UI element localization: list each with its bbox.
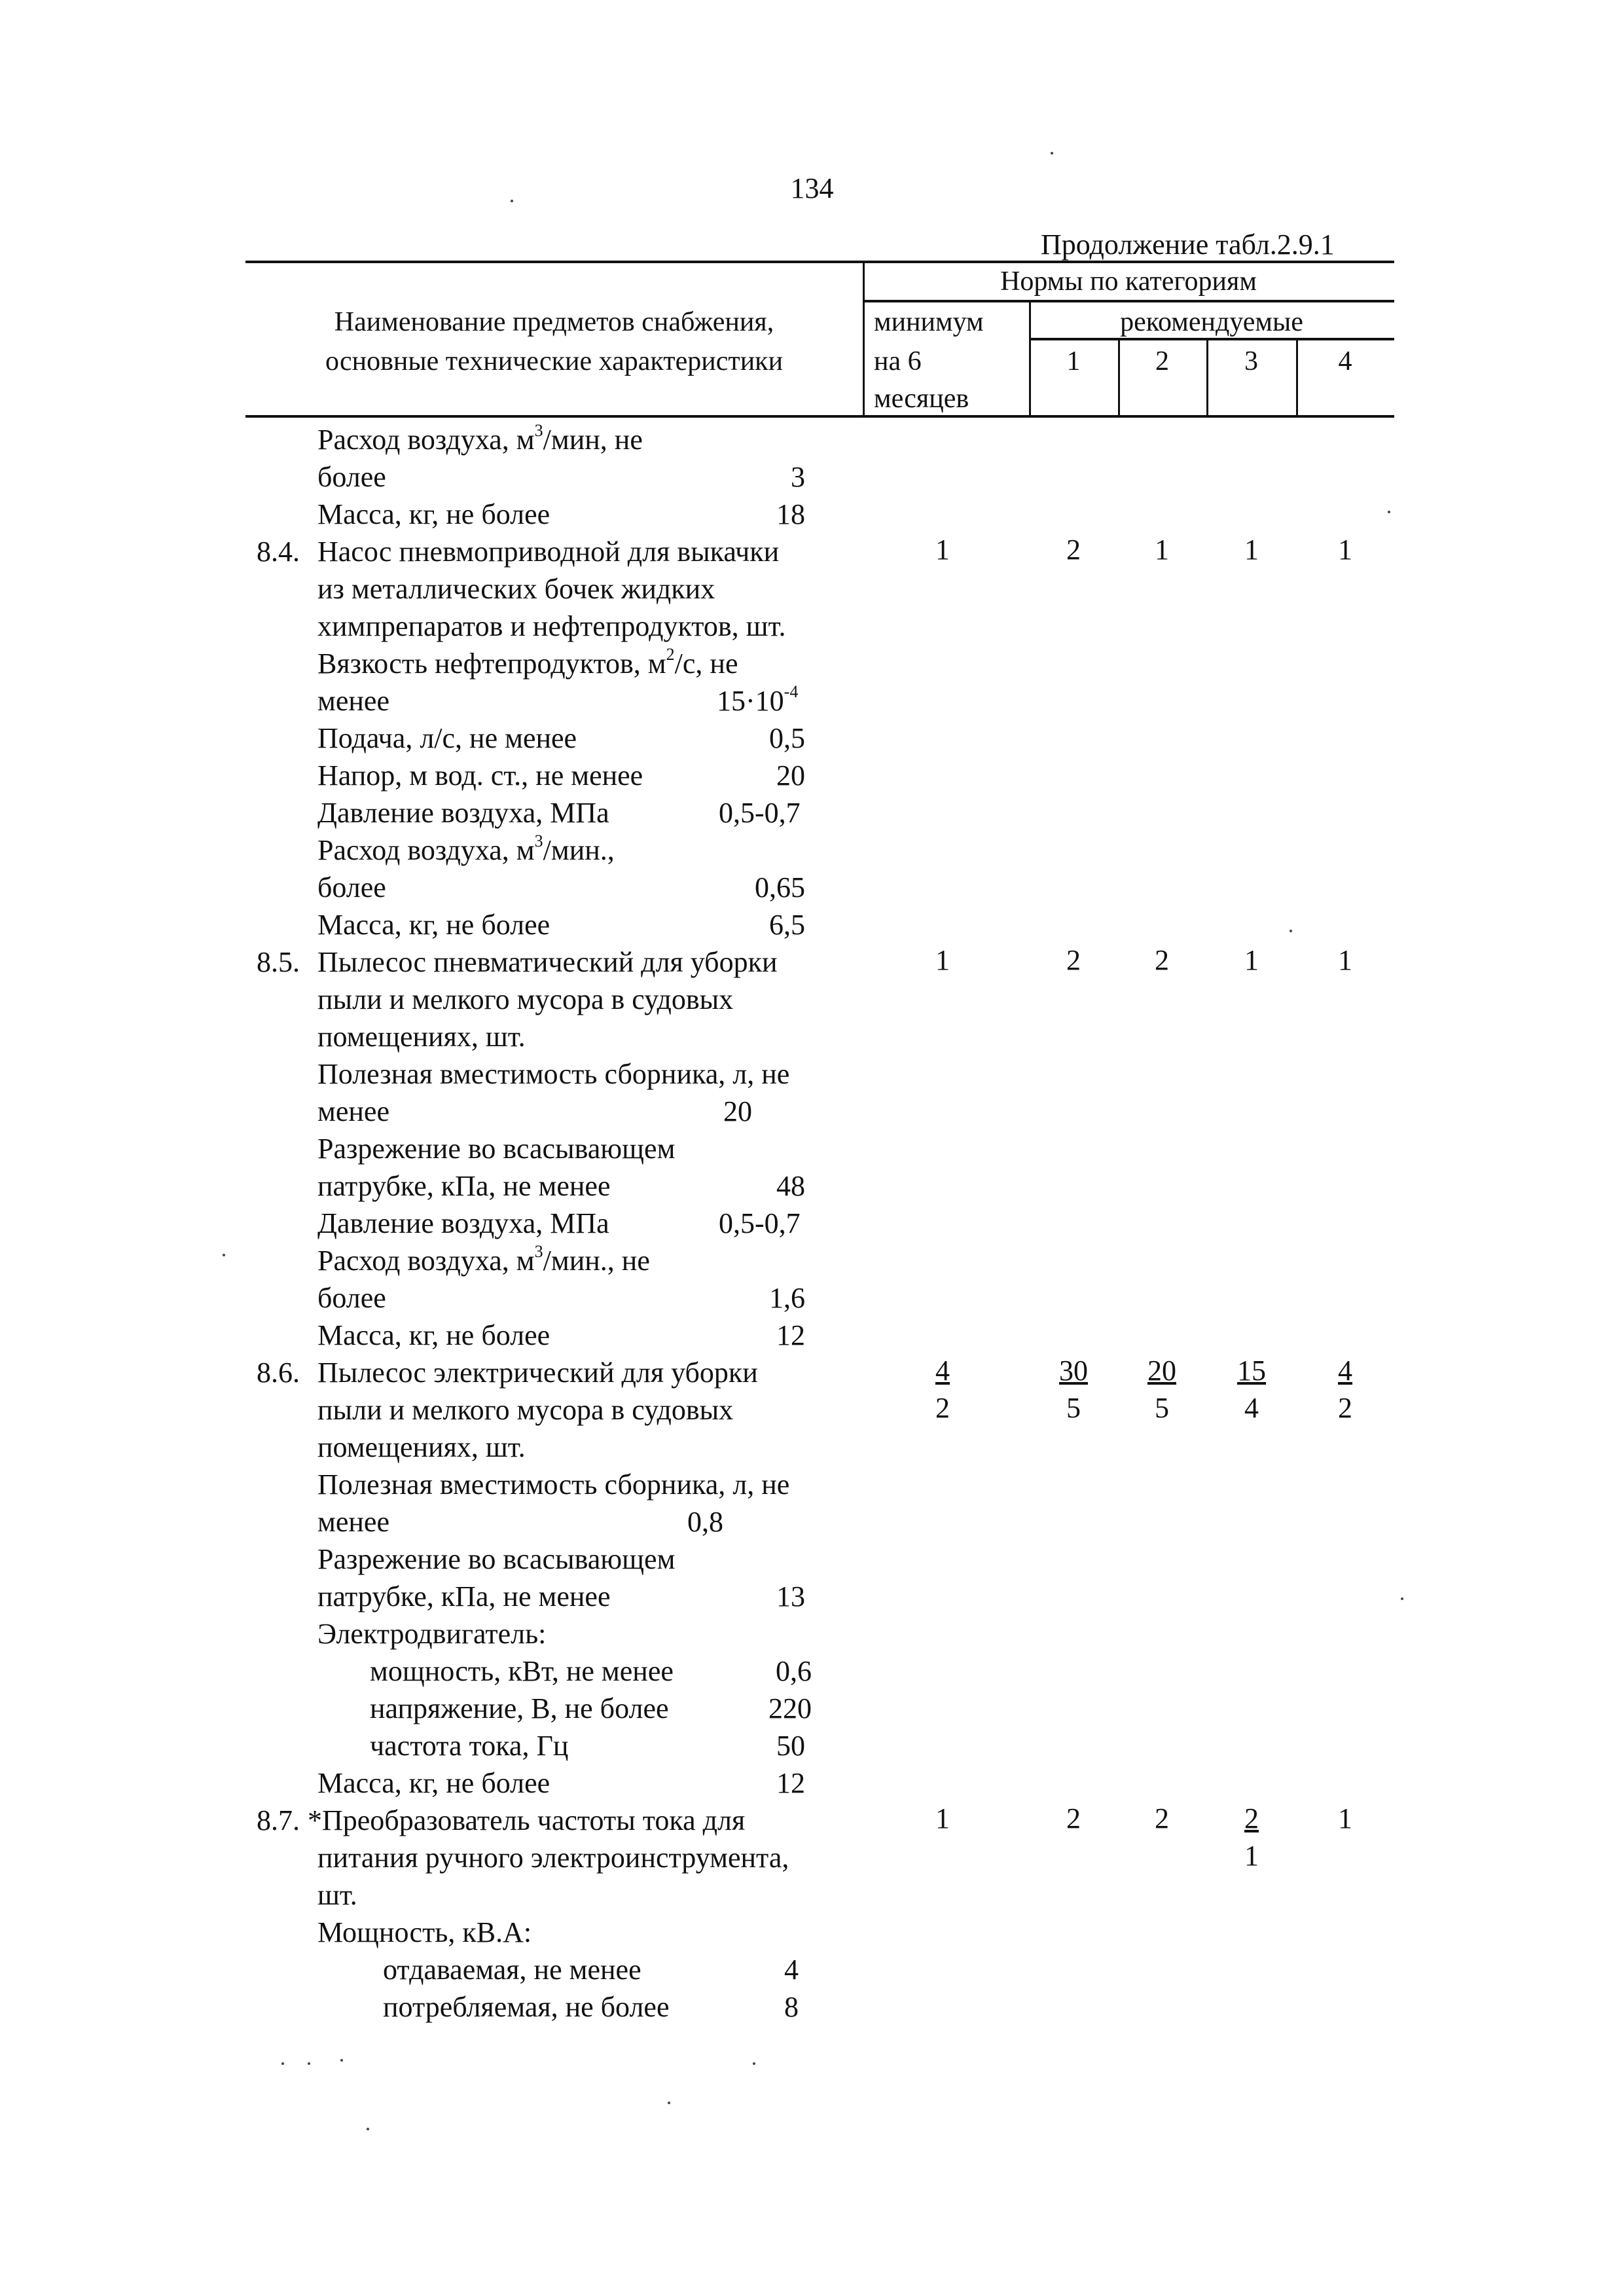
header-name-line1: Наименование предметов снабжения, [334,307,774,337]
item-8-4-cat3: 1 [1244,534,1259,566]
item-8-7-output-value: 4 [784,1954,799,1986]
item-8-5-capacity-value: 20 [723,1095,752,1127]
item-8-7-consumed-label: потребляемая, не более [383,1991,670,2023]
header-name-line2: основные технические характеристики [325,346,784,376]
item-8-4-cat1: 2 [1066,534,1081,566]
item-8-7-title-line1: *Преобразователь частоты тока для [308,1804,746,1836]
scan-speck [308,2062,310,2065]
item-8-4-air-flow-label: Расход воздуха, $м^3$/мин., [317,831,615,866]
scan-speck [1290,930,1292,932]
item-8-6-vacuum-value: 13 [776,1580,805,1613]
item-8-4-cat2: 1 [1155,534,1169,566]
item-8-4-feed-label: Подача, л/с, не менее [317,722,577,754]
header-recommended: рекомендуемые [1120,307,1303,337]
table-header-bottom-rule [245,415,1394,418]
item-8-4-feed-value: 0,5 [769,722,805,754]
item-8-5-capacity-label: Полезная вместимость сборника, л, не [317,1058,790,1090]
page-number: 134 [790,172,834,204]
item-8-5-air-flow-value: 1,6 [769,1282,805,1314]
norms-rule [863,300,1394,302]
item-8-6-mass-label: Масса, кг, не более [317,1767,550,1799]
item-8-6-capacity-label: Полезная вместимость сборника, л, не [317,1468,790,1501]
item-8-5-title-line3: помещениях, шт. [317,1021,526,1053]
item-8-4-viscosity-value: $15\cdot 10^{-4}$ [717,682,799,717]
item-8-4-more-label: более [317,871,386,903]
item-8-7-power-label: Мощность, кВ.А: [317,1916,532,1948]
item-8-4-head-value: 20 [776,759,805,792]
top-mass-label: Масса, кг, не более [317,498,550,530]
item-8-4-air-pressure-label: Давление воздуха, МПа [317,797,609,829]
item-8-4-viscosity-label: Вязкость нефтепродуктов, $м^2/с$, не [317,645,738,680]
item-8-5-mass-value: 12 [776,1319,805,1351]
item-8-4-title-line2: из металлических бочек жидких [317,573,715,605]
item-8-5-air-pressure-label: Давление воздуха, МПа [317,1207,609,1239]
item-8-5-less-label: менее [317,1095,389,1127]
scan-speck [753,2062,755,2065]
item-8-4-cat4: 1 [1338,534,1352,566]
item-8-4-less-label: менее [317,685,389,717]
header-category-3: 3 [1244,346,1258,376]
item-8-5-cat2: 2 [1155,944,1169,976]
item-8-6-cat2-top: 20 [1147,1355,1176,1387]
item-8-5-cat4: 1 [1338,944,1352,976]
item-8-6-motor-label: Электродвигатель: [317,1618,547,1650]
header-minimum-line1: минимум [874,307,984,337]
top-mass-value: 18 [776,498,805,530]
item-8-4-head-label: Напор, м вод. ст., не менее [317,759,643,792]
top-more-label: более [317,461,386,493]
item-8-6-less-label: менее [317,1506,389,1538]
item-8-6-voltage-value: 220 [768,1692,812,1724]
item-8-7-consumed-value: 8 [784,1991,799,2023]
item-8-6-cat4-bottom: 2 [1338,1392,1352,1424]
item-8-5-more-label: более [317,1282,386,1314]
item-8-4-mass-value: 6,5 [769,909,805,941]
item-8-4-title-line3: химпрепаратов и нефтепродуктов, шт. [317,610,786,642]
item-8-5-cat3: 1 [1244,944,1259,976]
item-8-7-cat4: 1 [1338,1802,1352,1834]
scan-speck [1401,1597,1403,1600]
scan-speck [1051,152,1053,155]
item-8-4-air-flow-value: 0,65 [755,871,805,903]
item-8-7-cat3-top: 2 [1244,1802,1259,1834]
item-8-6-cat1-bottom: 5 [1066,1392,1081,1424]
item-8-6-cat1-top: 30 [1059,1355,1088,1387]
item-8-6-voltage-label: напряжение, В, не более [370,1692,669,1724]
item-8-6-cat3-bottom: 4 [1244,1392,1259,1424]
item-8-7-cat3-bottom: 1 [1244,1840,1259,1872]
scan-speck [1388,511,1390,513]
item-8-6-cat3-top: 15 [1237,1355,1266,1387]
item-8-6-minimum-bottom: 2 [935,1392,950,1424]
item-8-6-power-label: мощность, кВт, не менее [370,1655,674,1687]
recommended-rule [1029,338,1394,340]
scan-speck [281,2062,284,2065]
item-8-5-vacuum-label-line2: патрубке, кПа, не менее [317,1170,611,1202]
item-8-6-mass-value: 12 [776,1767,805,1799]
item-8-6-power-value: 0,6 [776,1655,812,1687]
item-8-4-number: 8.4. [257,536,300,568]
item-8-6-title-line3: помещениях, шт. [317,1431,526,1463]
top-air-flow-label: Расход воздуха, $м^3$/мин, не [317,421,643,456]
item-8-6-title-line1: Пылесос электрический для уборки [317,1357,758,1389]
header-minimum-line2: на 6 [874,346,922,376]
scan-speck [668,2102,670,2104]
table-continuation-label: Продолжение табл.2.9.1 [1041,228,1335,261]
scan-speck [340,2059,343,2062]
scan-speck [511,200,513,202]
header-category-4: 4 [1338,346,1352,376]
item-8-5-vacuum-label-line1: Разрежение во всасывающем [317,1133,676,1165]
item-8-6-frequency-value: 50 [776,1730,805,1762]
scan-speck [223,1254,225,1256]
item-8-6-minimum-top: 4 [935,1355,950,1387]
item-8-7-output-label: отдаваемая, не менее [383,1954,641,1986]
item-8-4-title-line1: Насос пневмоприводной для выкачки [317,536,780,568]
scan-speck [367,2128,369,2130]
item-8-6-cat2-bottom: 5 [1155,1392,1169,1424]
top-more-value: 3 [791,461,805,493]
item-8-5-vacuum-value: 48 [776,1170,805,1202]
item-8-6-cat4-top: 4 [1338,1355,1352,1387]
header-minimum-line3: месяцев [874,384,969,414]
header-category-2: 2 [1155,346,1169,376]
item-8-7-title-line2: питания ручного электроинструмента, [317,1842,789,1874]
item-8-5-mass-label: Масса, кг, не более [317,1319,550,1351]
table-top-rule [245,261,1394,263]
item-8-5-cat1: 2 [1066,944,1081,976]
item-8-6-number: 8.6. [257,1357,300,1389]
item-8-6-capacity-value: 0,8 [687,1506,723,1538]
item-8-6-title-line2: пыли и мелкого мусора в судовых [317,1394,734,1426]
item-8-7-title-line3: шт. [317,1879,357,1911]
item-8-4-minimum: 1 [935,534,950,566]
item-8-4-air-pressure-value: 0,5-0,7 [719,797,801,829]
item-8-5-minimum: 1 [935,944,950,976]
item-8-7-cat1: 2 [1066,1802,1081,1834]
item-8-6-vacuum-label-line1: Разрежение во всасывающем [317,1543,676,1575]
item-8-4-mass-label: Масса, кг, не более [317,909,550,941]
item-8-7-minimum: 1 [935,1802,950,1834]
item-8-7-cat2: 2 [1155,1802,1169,1834]
item-8-5-air-pressure-value: 0,5-0,7 [719,1207,801,1239]
item-8-5-air-flow-label: Расход воздуха, $м^3$/мин., не [317,1242,650,1277]
item-8-6-frequency-label: частота тока, Гц [370,1730,569,1762]
item-8-5-title-line1: Пылесос пневматический для уборки [317,946,778,978]
header-category-1: 1 [1066,346,1081,376]
header-norms-by-category: Нормы по категориям [1000,266,1257,297]
item-8-6-vacuum-label-line2: патрубке, кПа, не менее [317,1580,611,1613]
item-8-7-number: 8.7. [257,1804,300,1836]
item-8-5-number: 8.5. [257,946,300,978]
item-8-5-title-line2: пыли и мелкого мусора в судовых [317,983,734,1015]
